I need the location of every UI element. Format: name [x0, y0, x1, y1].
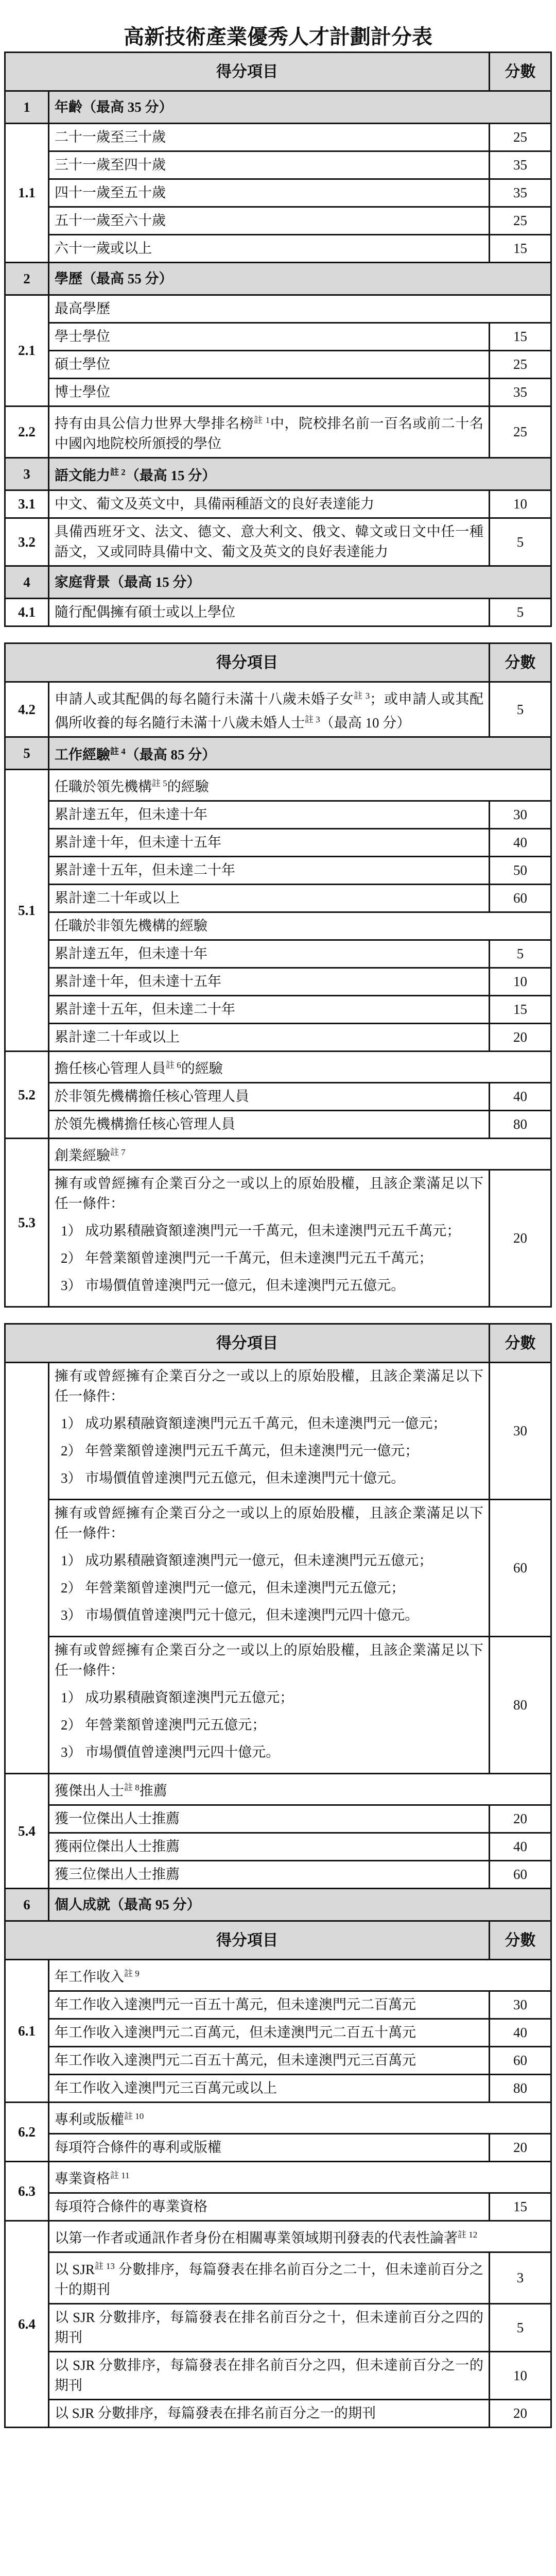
footnote-mark: 註 6 — [166, 1060, 181, 1070]
header-item: 得分項目 — [5, 643, 490, 682]
row-text: 專業資格 — [55, 2171, 110, 2187]
row-score: 10 — [490, 2352, 551, 2400]
condition-item: 1） 成功累積融資額達澳門元五億元； — [61, 1690, 294, 1705]
row-label: 年工作收入達澳門元二百萬元，但未達澳門元二百五十萬元 — [49, 2019, 490, 2047]
section-number: 2 — [5, 263, 49, 295]
row-score: 5 — [490, 518, 551, 566]
condition-intro: 擁有或曾經擁有企業百分之一或以上的原始股權，且該企業滿足以下任一條件： — [55, 1505, 483, 1541]
table-header — [5, 643, 551, 682]
row-label: 年工作收入達澳門元三百萬元或以上 — [49, 2075, 490, 2103]
row-heading — [49, 1774, 551, 1805]
row-heading — [49, 770, 551, 801]
row-heading — [49, 2221, 551, 2252]
row-score: 80 — [490, 1111, 551, 1139]
condition-item: 3） 市場價值曾達澳門元五億元，但未達澳門元十億元。 — [61, 1470, 405, 1486]
row-label: 獲三位傑出人士推薦 — [49, 1861, 490, 1889]
table-row — [5, 2019, 551, 2047]
table-row — [5, 518, 551, 566]
table-row — [5, 235, 551, 263]
table-row — [5, 1052, 551, 1083]
footnote-mark: 註 8 — [124, 1783, 140, 1792]
condition-item: 1） 成功累積融資額達澳門元五千萬元，但未達澳門元一億元； — [61, 1416, 447, 1431]
table-row — [5, 351, 551, 379]
document-title: 高新技術產業優秀人才計劃計分表 — [124, 25, 432, 48]
table-row — [5, 1991, 551, 2019]
row-score: 5 — [490, 682, 551, 737]
row-text: 以 SJR — [55, 2262, 95, 2277]
row-label: 累計達二十年或以上 — [49, 885, 490, 912]
item-number: 5.4 — [5, 1774, 49, 1889]
row-label — [49, 406, 490, 458]
item-number: 1.1 — [5, 124, 49, 263]
section-number: 1 — [5, 91, 49, 124]
item-number: 4.2 — [5, 682, 49, 737]
item-number: 6.3 — [5, 2162, 49, 2221]
table-row — [5, 1833, 551, 1861]
row-label: 獲兩位傑出人士推薦 — [49, 1833, 490, 1861]
table-row — [5, 770, 551, 801]
condition-item: 3） 市場價值曾達澳門元一億元，但未達澳門元五億元。 — [61, 1278, 405, 1293]
section-title-text: （最高 85 分） — [125, 747, 216, 762]
row-score: 5 — [490, 599, 551, 626]
table-row — [5, 2352, 551, 2400]
table-row — [5, 1111, 551, 1139]
item-number: 6.1 — [5, 1960, 49, 2103]
row-heading — [49, 2103, 551, 2134]
row-score: 60 — [490, 1861, 551, 1889]
row-label: 於領先機構擔任核心管理人員 — [49, 1111, 490, 1139]
row-label: 學士學位 — [49, 323, 490, 351]
item-number: 5.3 — [5, 1139, 49, 1307]
footnote-mark: 註 9 — [124, 1969, 140, 1978]
condition-item: 2） 年營業額曾達澳門元一千萬元，但未達澳門元五千萬元； — [61, 1250, 433, 1266]
section-number: 4 — [5, 566, 49, 599]
table-row — [5, 599, 551, 626]
section-row — [5, 737, 551, 770]
table-row — [5, 2103, 551, 2134]
condition-item: 2） 年營業額曾達澳門元五億元； — [61, 1717, 266, 1733]
table-row — [5, 996, 551, 1024]
item-number: 4.1 — [5, 599, 49, 626]
row-label: 累計達十年，但未達十五年 — [49, 968, 490, 996]
row-label: 五十一歲至六十歲 — [49, 207, 490, 235]
table-row — [5, 857, 551, 885]
table-row — [5, 379, 551, 406]
row-label: 二十一歲至三十歲 — [49, 124, 490, 151]
table-row — [5, 2047, 551, 2075]
table-row — [5, 968, 551, 996]
table-row — [5, 885, 551, 912]
header-score: 分數 — [490, 643, 551, 682]
section-row — [5, 91, 551, 124]
table-row — [5, 207, 551, 235]
row-text: 分數排序，每篇發表在排名前百分之二十，但未達前百分之十的期刊 — [55, 2262, 483, 2297]
table-row — [5, 1083, 551, 1111]
section-row — [5, 458, 551, 490]
header-item: 得分項目 — [5, 1324, 490, 1363]
row-score: 35 — [490, 379, 551, 406]
row-score: 40 — [490, 1833, 551, 1861]
section-title-text: 語文能力 — [55, 468, 110, 483]
row-label: 六十一歲或以上 — [49, 235, 490, 263]
row-label — [49, 682, 490, 737]
row-score: 25 — [490, 406, 551, 458]
footnote-mark: 註 4 — [110, 747, 126, 756]
table-row — [5, 1024, 551, 1052]
row-label: 博士學位 — [49, 379, 490, 406]
row-heading — [49, 1052, 551, 1083]
row-label: 三十一歲至四十歲 — [49, 151, 490, 179]
condition-item: 1） 成功累積融資額達澳門元一千萬元，但未達澳門元五千萬元； — [61, 1223, 461, 1239]
table-row — [5, 2193, 551, 2221]
condition-item: 3） 市場價值曾達澳門元十億元，但未達澳門元四十億元。 — [61, 1607, 419, 1623]
table-row — [5, 2134, 551, 2162]
row-score: 35 — [490, 179, 551, 207]
table-row — [5, 2400, 551, 2428]
row-label: 以 SJR 分數排序，每篇發表在排名前百分之四，但未達前百分之一的期刊 — [49, 2352, 490, 2400]
row-score: 20 — [490, 1805, 551, 1833]
table-row — [5, 2304, 551, 2352]
section-title — [49, 458, 551, 490]
section-row — [5, 566, 551, 599]
row-heading — [49, 1960, 551, 1991]
table-row — [5, 406, 551, 458]
row-score: 15 — [490, 2193, 551, 2221]
item-number: 6.4 — [5, 2221, 49, 2428]
row-score: 20 — [490, 1170, 551, 1307]
table-row — [5, 912, 551, 940]
row-text: 的經驗 — [167, 779, 209, 794]
table-header — [5, 1921, 551, 1960]
table-row — [5, 2252, 551, 2304]
row-score: 60 — [490, 885, 551, 912]
footnote-mark: 註 5 — [152, 778, 167, 788]
item-number: 2.2 — [5, 406, 49, 458]
condition-item: 2） 年營業額曾達澳門元一億元，但未達澳門元五億元； — [61, 1580, 405, 1596]
row-label: 年工作收入達澳門元一百五十萬元，但未達澳門元二百萬元 — [49, 1991, 490, 2019]
row-score: 20 — [490, 1024, 551, 1052]
footnote-mark: 註 11 — [110, 2171, 130, 2180]
row-label: 以 SJR 分數排序，每篇發表在排名前百分之十，但未達前百分之四的期刊 — [49, 2304, 490, 2352]
footnote-mark: 註 3 — [305, 715, 320, 724]
row-score: 25 — [490, 124, 551, 151]
section-title-text: 工作經驗 — [55, 747, 110, 762]
row-label: 於非領先機構擔任核心管理人員 — [49, 1083, 490, 1111]
table-row — [5, 940, 551, 968]
row-label: 具備西班牙文、法文、德文、意大利文、俄文、韓文或日文中任一種語文，又或同時具備中文、葡文及英文的良好表達能力 — [49, 518, 490, 566]
row-score: 60 — [490, 2047, 551, 2075]
row-score: 5 — [490, 2304, 551, 2352]
table-row — [5, 179, 551, 207]
table-row — [5, 323, 551, 351]
row-text: （最高 10 分） — [320, 715, 411, 731]
row-score: 30 — [490, 1991, 551, 2019]
table-row — [5, 1500, 551, 1637]
row-score: 3 — [490, 2252, 551, 2304]
table-row — [5, 1637, 551, 1774]
row-label: 四十一歲至五十歲 — [49, 179, 490, 207]
section-title: 個人成就（最高 95 分） — [49, 1889, 551, 1921]
header-score: 分數 — [490, 1921, 551, 1960]
row-heading: 最高學歷 — [49, 295, 551, 323]
item-number: 3.2 — [5, 518, 49, 566]
row-score: 40 — [490, 1083, 551, 1111]
row-label: 每項符合條件的專業資格 — [49, 2193, 490, 2221]
row-label: 累計達二十年或以上 — [49, 1024, 490, 1052]
row-score: 10 — [490, 968, 551, 996]
item-number: 5.2 — [5, 1052, 49, 1139]
score-table — [4, 52, 552, 2428]
row-score: 15 — [490, 996, 551, 1024]
row-text: 持有由具公信力世界大學排名榜 — [55, 416, 254, 431]
row-text: 申請人或其配偶的每名隨行未滿十八歲未婚子女 — [55, 691, 354, 707]
condition-item: 2） 年營業額曾達澳門元五千萬元，但未達澳門元一億元； — [61, 1443, 419, 1459]
footnote-mark: 註 1 — [254, 415, 270, 425]
table-header — [5, 53, 551, 91]
section-title-text: （最高 15 分） — [125, 468, 216, 483]
condition-item: 1） 成功累積融資額達澳門元一億元，但未達澳門元五億元； — [61, 1553, 433, 1568]
footnote-mark: 註 10 — [124, 2111, 144, 2121]
row-text: 年工作收入 — [55, 1969, 124, 1985]
table-row — [5, 682, 551, 737]
section-title: 學歷（最高 55 分） — [49, 263, 551, 295]
row-score: 15 — [490, 235, 551, 263]
header-score: 分數 — [490, 1324, 551, 1363]
row-text: 推薦 — [139, 1783, 167, 1799]
table-row — [5, 2075, 551, 2103]
row-text: ；或申請人或其配偶所收養的每名隨行未滿十八歲未婚人士 — [55, 691, 484, 731]
table-row — [5, 1363, 551, 1500]
item-number-continued — [5, 1363, 49, 1774]
footnote-mark: 註 2 — [110, 467, 126, 477]
condition-intro: 擁有或曾經擁有企業百分之一或以上的原始股權，且該企業滿足以下任一條件： — [55, 1368, 483, 1404]
section-title: 家庭背景（最高 15 分） — [49, 566, 551, 599]
table-row — [5, 1139, 551, 1170]
row-text: 擔任核心管理人員 — [55, 1061, 166, 1076]
row-label — [49, 2252, 490, 2304]
row-label: 獲一位傑出人士推薦 — [49, 1805, 490, 1833]
footnote-mark: 註 3 — [354, 691, 370, 701]
startup-condition — [49, 1363, 490, 1500]
row-score: 25 — [490, 351, 551, 379]
item-number: 6.2 — [5, 2103, 49, 2162]
row-text: 以第一作者或通訊作者身份在相關專業領域期刊發表的代表性論著 — [55, 2230, 458, 2246]
row-heading — [49, 1139, 551, 1170]
table-row — [5, 2162, 551, 2193]
row-label: 隨行配偶擁有碩士或以上學位 — [49, 599, 490, 626]
row-heading: 任職於非領先機構的經驗 — [49, 912, 551, 940]
row-score: 30 — [490, 1363, 551, 1500]
row-label: 碩士學位 — [49, 351, 490, 379]
row-label: 累計達十年，但未達十五年 — [49, 829, 490, 857]
condition-intro: 擁有或曾經擁有企業百分之一或以上的原始股權，且該企業滿足以下任一條件： — [55, 1642, 483, 1678]
startup-condition — [49, 1637, 490, 1774]
row-label: 累計達五年，但未達十年 — [49, 801, 490, 829]
table-row — [5, 151, 551, 179]
table-header — [5, 1324, 551, 1363]
table-row — [5, 801, 551, 829]
section-title: 年齡（最高 35 分） — [49, 91, 551, 124]
row-score: 35 — [490, 151, 551, 179]
header-score: 分數 — [490, 53, 551, 91]
row-score: 10 — [490, 490, 551, 518]
row-label: 累計達十五年，但未達二十年 — [49, 996, 490, 1024]
row-score: 15 — [490, 323, 551, 351]
condition-intro: 擁有或曾經擁有企業百分之一或以上的原始股權，且該企業滿足以下任一條件： — [55, 1176, 483, 1211]
row-score: 40 — [490, 829, 551, 857]
row-text: 任職於領先機構 — [55, 779, 152, 794]
row-score: 5 — [490, 940, 551, 968]
row-label: 中文、葡文及英文中，具備兩種語文的良好表達能力 — [49, 490, 490, 518]
header-item: 得分項目 — [5, 53, 490, 91]
row-label: 累計達五年，但未達十年 — [49, 940, 490, 968]
row-text: 創業經驗 — [55, 1148, 110, 1163]
row-score: 20 — [490, 2134, 551, 2162]
startup-condition — [49, 1500, 490, 1637]
footnote-mark: 註 7 — [110, 1147, 126, 1157]
footnote-mark: 註 13 — [94, 2261, 115, 2271]
item-number: 2.1 — [5, 295, 49, 406]
row-score: 50 — [490, 857, 551, 885]
item-number: 3.1 — [5, 490, 49, 518]
row-score: 80 — [490, 1637, 551, 1774]
row-label: 以 SJR 分數排序，每篇發表在排名前百分之一的期刊 — [49, 2400, 490, 2428]
section-row — [5, 1889, 551, 1921]
row-score: 80 — [490, 2075, 551, 2103]
section-row — [5, 263, 551, 295]
table-row — [5, 829, 551, 857]
table-row — [5, 1861, 551, 1889]
row-label: 累計達十五年，但未達二十年 — [49, 857, 490, 885]
section-number: 3 — [5, 458, 49, 490]
condition-item: 3） 市場價值曾達澳門元四十億元。 — [61, 1744, 280, 1760]
row-score: 20 — [490, 2400, 551, 2428]
section-title — [49, 737, 551, 770]
section-number: 6 — [5, 1889, 49, 1921]
startup-condition — [49, 1170, 490, 1307]
table-row — [5, 490, 551, 518]
section-number: 5 — [5, 737, 49, 770]
row-score: 30 — [490, 801, 551, 829]
item-number: 5.1 — [5, 770, 49, 1052]
row-text: 中，院校排名前一百名或前二十名中國內地院校所頒授的學位 — [55, 416, 484, 451]
row-score: 60 — [490, 1500, 551, 1637]
row-text: 獲傑出人士 — [55, 1783, 124, 1799]
table-row — [5, 1774, 551, 1805]
table-row — [5, 1805, 551, 1833]
table-row — [5, 295, 551, 323]
table-row — [5, 2221, 551, 2252]
row-text: 的經驗 — [181, 1061, 223, 1076]
row-text: 專利或版權 — [55, 2112, 124, 2127]
row-heading — [49, 2162, 551, 2193]
header-item: 得分項目 — [5, 1921, 490, 1960]
row-score: 25 — [490, 207, 551, 235]
table-row — [5, 124, 551, 151]
row-label: 年工作收入達澳門元二百五十萬元，但未達澳門元三百萬元 — [49, 2047, 490, 2075]
row-score: 40 — [490, 2019, 551, 2047]
table-row — [5, 1960, 551, 1991]
footnote-mark: 註 12 — [458, 2230, 478, 2240]
row-label: 每項符合條件的專利或版權 — [49, 2134, 490, 2162]
table-row — [5, 1170, 551, 1307]
